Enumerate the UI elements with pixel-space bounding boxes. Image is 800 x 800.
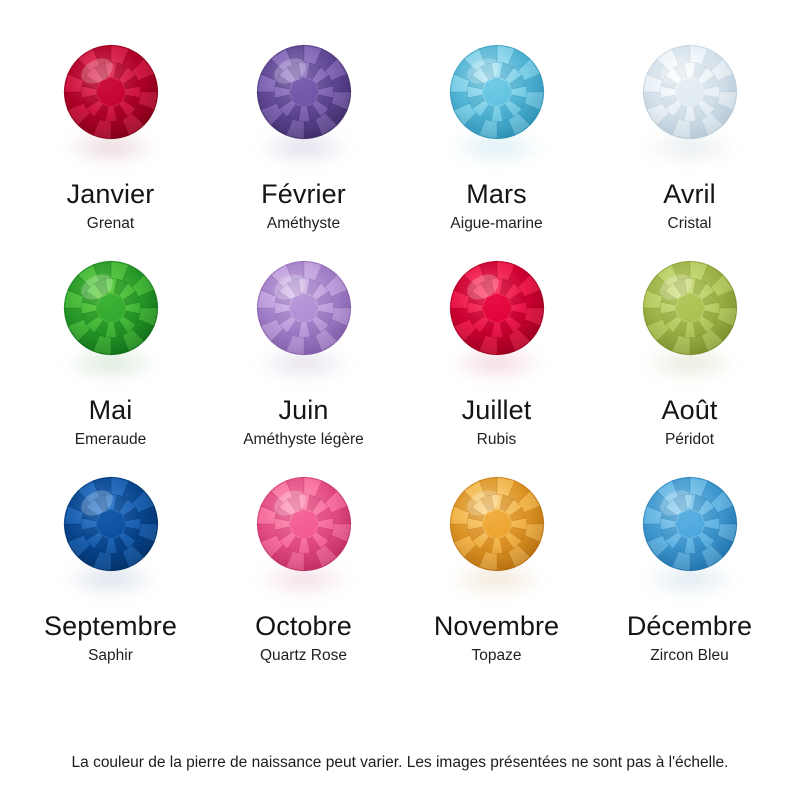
gem-month-label: Octobre	[255, 611, 352, 641]
gem-icon	[642, 44, 738, 140]
gem-month-label: Mars	[466, 179, 527, 209]
gem-icon	[449, 260, 545, 356]
gem-stone-label: Topaze	[471, 647, 522, 665]
gem-icon	[256, 260, 352, 356]
gem-month-label: Avril	[663, 179, 716, 209]
gem-stone-label: Cristal	[667, 215, 712, 233]
gem-image-wrap	[630, 260, 750, 388]
gem-stone-label: Quartz Rose	[259, 647, 347, 665]
gem-image-wrap	[51, 476, 171, 604]
gem-stone-label: Améthyste légère	[243, 431, 364, 449]
gem-month-label: Février	[261, 179, 346, 209]
gem-image-wrap	[244, 476, 364, 604]
birthstone-cell	[593, 476, 786, 692]
gem-icon	[642, 476, 738, 572]
gem-image-wrap	[437, 44, 557, 172]
birthstone-cell	[207, 476, 400, 692]
birthstone-cell	[400, 476, 593, 692]
birthstone-cell	[207, 260, 400, 476]
gem-image-wrap	[51, 260, 171, 388]
gem-image-wrap	[244, 260, 364, 388]
birthstone-cell	[593, 44, 786, 260]
birthstone-cell	[593, 260, 786, 476]
birthstone-cell	[14, 260, 207, 476]
birthstone-grid	[14, 44, 786, 692]
birthstone-cell	[14, 476, 207, 692]
gem-icon	[63, 476, 159, 572]
gem-image-wrap	[51, 44, 171, 172]
gem-month-label: Juin	[278, 395, 329, 425]
gem-stone-label: Aigue-marine	[450, 215, 543, 233]
gem-stone-label: Emeraude	[74, 431, 147, 449]
birthstone-cell	[400, 44, 593, 260]
gem-month-label: Janvier	[66, 179, 155, 209]
gem-stone-label: Grenat	[86, 215, 135, 233]
gem-stone-label: Saphir	[88, 647, 133, 665]
gem-icon	[63, 44, 159, 140]
gem-icon	[449, 476, 545, 572]
birthstone-cell	[400, 260, 593, 476]
gem-icon	[642, 260, 738, 356]
gem-image-wrap	[244, 44, 364, 172]
gem-stone-label: Zircon Bleu	[650, 647, 729, 665]
gem-month-label: Novembre	[433, 611, 560, 641]
gem-month-label: Août	[661, 395, 718, 425]
gem-icon	[256, 44, 352, 140]
gem-image-wrap	[630, 476, 750, 604]
gem-stone-label: Rubis	[476, 431, 517, 449]
gem-icon	[256, 476, 352, 572]
gem-icon	[449, 44, 545, 140]
gem-image-wrap	[437, 260, 557, 388]
gem-month-label: Septembre	[44, 611, 177, 641]
gem-icon	[63, 260, 159, 356]
gem-image-wrap	[437, 476, 557, 604]
gem-stone-label: Péridot	[664, 431, 715, 449]
birthstone-cell	[14, 44, 207, 260]
chart-footnote: La couleur de la pierre de naissance peut varier. Les images présentées ne sont pas à l'échelle.	[71, 754, 729, 771]
birthstone-cell	[207, 44, 400, 260]
gem-month-label: Décembre	[626, 611, 753, 641]
gem-stone-label: Améthyste	[266, 215, 341, 233]
gem-month-label: Juillet	[461, 395, 532, 425]
gem-month-label: Mai	[88, 395, 133, 425]
gem-image-wrap	[630, 44, 750, 172]
